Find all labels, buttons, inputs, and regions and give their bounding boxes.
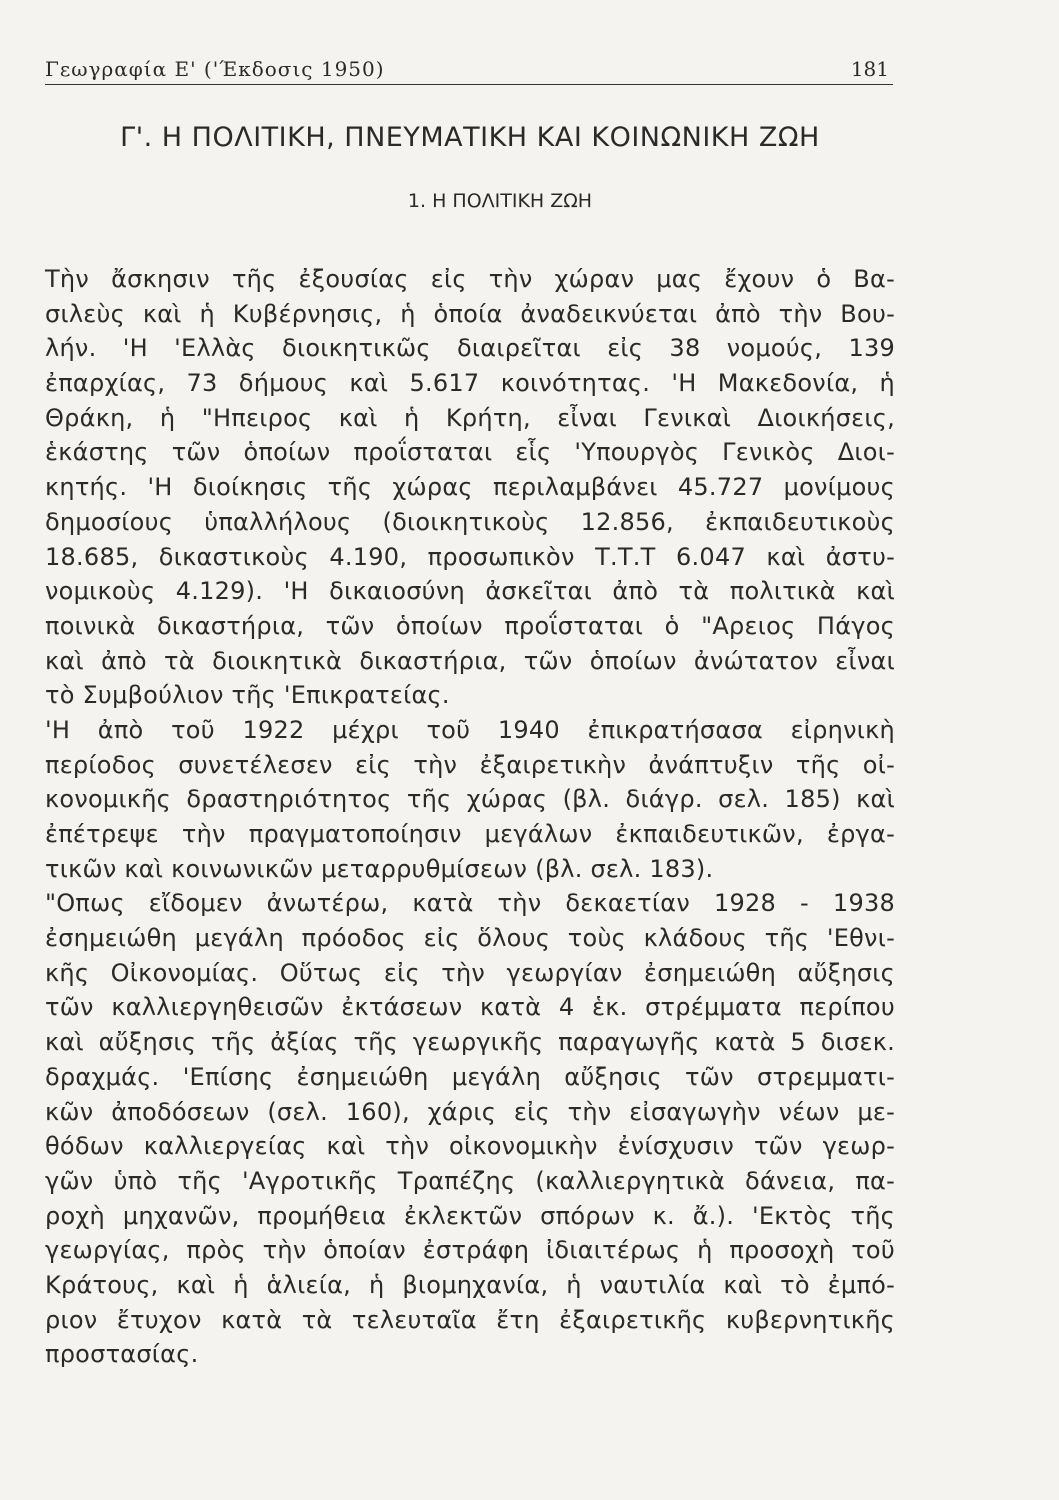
page-header (45, 52, 893, 85)
text-line: Κράτους, καὶ ἡ ἁλιεία, ἡ βιομηχανία, ἡ ναυτιλία καὶ τὸ ἐμπό- (45, 1270, 895, 1299)
text-line: νομικοὺς 4.129). 'Η δικαιοσύνη ἀσκεῖται ἀπὸ τὰ πολιτικὰ καὶ (45, 577, 895, 606)
text-line: ριον ἔτυχον κατὰ τὰ τελευταῖα ἔτη ἐξαιρετικῆς κυβερνητικῆς (45, 1305, 895, 1334)
text-line: Τὴν ἄσκησιν τῆς ἐξουσίας εἰς τὴν χώραν μας ἔχουν ὁ Βα- (45, 265, 895, 293)
text-line: καὶ αὔξησις τῆς ἀξίας τῆς γεωργικῆς παραγωγῆς κατὰ 5 δισεκ. (45, 1028, 895, 1057)
text-line: προστασίας. (45, 1340, 199, 1369)
page-number: 181 (850, 57, 889, 81)
text-line: θόδων καλλιεργείας καὶ τὴν οἰκονομικὴν ἐνίσχυσιν τῶν γεωρ- (45, 1132, 895, 1161)
text-line: τὸ Συμβούλιον τῆς 'Επικρατείας. (45, 681, 450, 710)
text-line: κῶν ἀποδόσεων (σελ. 160), χάρις εἰς τὴν εἰσαγωγὴν νέων με- (45, 1097, 895, 1126)
chapter-title: Γ'. Η ΠΟΛΙΤΙΚΗ, ΠΝΕΥΜΑΤΙΚΗ ΚΑΙ ΚΟΙΝΩΝΙΚΗ ΖΩΗ (120, 122, 820, 153)
text-line: ροχὴ μηχανῶν, προμήθεια ἐκλεκτῶν σπόρων κ. ἄ.). 'Εκτὸς τῆς (45, 1201, 895, 1230)
section-title: 1. Η ΠΟΛΙΤΙΚΗ ΖΩΗ (407, 190, 593, 212)
text-line: τικῶν καὶ κοινωνικῶν μεταρρυθμίσεων (βλ. σελ. 183). (45, 854, 714, 883)
text-line: κονομικῆς δραστηριότητος τῆς χώρας (βλ. διάγρ. σελ. 185) καὶ (45, 785, 895, 814)
text-line: Θράκη, ἡ "Ηπειρος καὶ ἡ Κρήτη, εἶναι Γενικαὶ Διοικήσεις, (45, 403, 895, 432)
text-line: λήν. 'Η 'Ελλὰς διοικητικῶς διαιρεῖται εἰς 38 νομούς, 139 (45, 334, 895, 363)
text-line: 18.685, δικαστικοὺς 4.190, προσωπικὸν Τ.Τ.Τ 6.047 καὶ ἀστυ- (45, 542, 895, 571)
text-line: ἑκάστης τῶν ὁποίων προΐσταται εἷς 'Υπουργὸς Γενικὸς Διοι- (45, 438, 895, 467)
text-line: δραχμάς. 'Επίσης ἐσημειώθη μεγάλη αὔξησις τῶν στρεμματι- (45, 1062, 895, 1091)
text-line: καὶ ἀπὸ τὰ διοικητικὰ δικαστήρια, τῶν ὁποίων ἀνώτατον εἶναι (45, 646, 895, 675)
text-line: ἐσημειώθη μεγάλη πρόοδος εἰς ὅλους τοὺς κλάδους τῆς 'Εθνι- (45, 924, 895, 953)
text-line: περίοδος συνετέλεσεν εἰς τὴν ἐξαιρετικὴν ἀνάπτυξιν τῆς οἰ- (45, 750, 895, 779)
text-line: γῶν ὑπὸ τῆς 'Αγροτικῆς Τραπέζης (καλλιεργητικὰ δάνεια, πα- (45, 1166, 895, 1195)
text-line: ἐπαρχίας, 73 δήμους καὶ 5.617 κοινότητας. 'Η Μακεδονία, ἡ (45, 369, 895, 398)
text-line: γεωργίας, πρὸς τὴν ὁποίαν ἐστράφη ἰδιαιτέρως ἡ προσοχὴ τοῦ (45, 1236, 895, 1265)
text-line: δημοσίους ὑπαλλήλους (διοικητικοὺς 12.856, ἐκπαιδευτικοὺς (45, 507, 895, 536)
text-line: σιλεὺς καὶ ἡ Κυβέρνησις, ἡ ὁποία ἀναδεικνύεται ἀπὸ τὴν Βου- (45, 299, 895, 328)
text-line: ποινικὰ δικαστήρια, τῶν ὁποίων προΐσταται ὁ "Αρειος Πάγος (45, 611, 895, 640)
text-line: "Οπως εἴδομεν ἀνωτέρω, κατὰ τὴν δεκαετίαν 1928 - 1938 (45, 889, 895, 918)
text-line: τῶν καλλιεργηθεισῶν ἐκτάσεων κατὰ 4 ἑκ. στρέμματα περίπου (45, 993, 895, 1022)
text-line: κητής. 'Η διοίκησις τῆς χώρας περιλαμβάνει 45.727 μονίμους (45, 473, 895, 502)
body-text (45, 262, 895, 1372)
text-line: κῆς Οἰκονομίας. Οὕτως εἰς τὴν γεωργίαν ἐσημειώθη αὔξησις (45, 958, 895, 987)
running-title: Γεωγραφία Ε' ('Έκδοσις 1950) (45, 57, 385, 81)
text-line: 'Η ἀπὸ τοῦ 1922 μέχρι τοῦ 1940 ἐπικρατήσασα εἰρηνικὴ (45, 715, 895, 744)
text-line: ἐπέτρεψε τὴν πραγματοποίησιν μεγάλων ἐκπαιδευτικῶν, ἐργα- (45, 820, 895, 848)
